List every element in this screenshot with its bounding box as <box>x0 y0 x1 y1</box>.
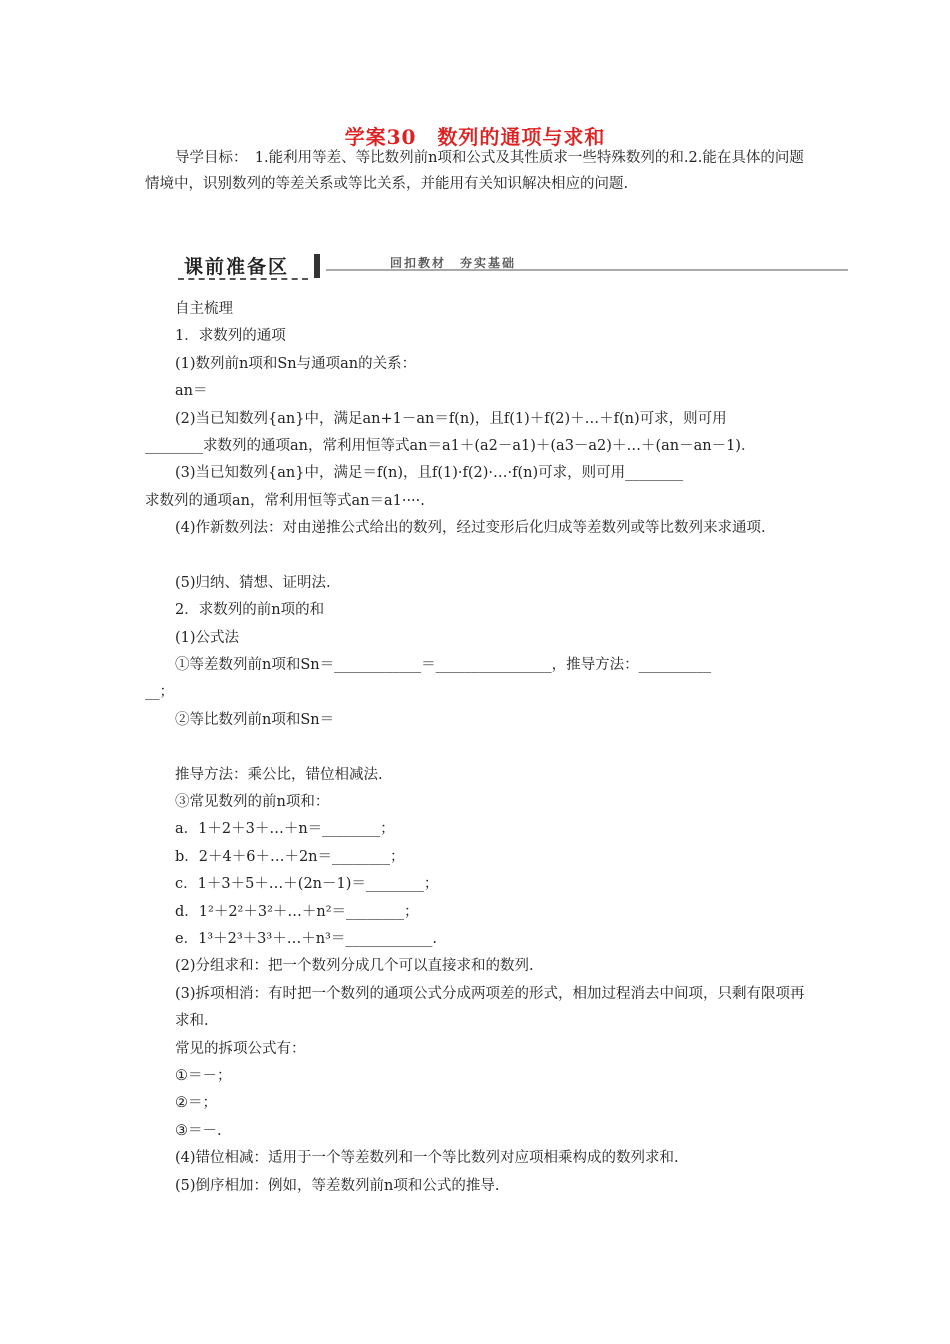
text-line: ________求数列的通项an，常利用恒等式an＝a1＋(a2－a1)＋(a3－a2)＋…＋(an－an－1)． <box>145 437 756 454</box>
document-body <box>145 296 810 1200</box>
list-item: a．1＋2＋3＋…＋n＝________； <box>175 821 395 838</box>
section-bracket <box>314 254 320 278</box>
learning-objectives: 导学目标： 1.能利用等差、等比数列前n项和公式及其性质求一些特殊数列的和.2.能在具体的问题情境中，识别数列的等差关系或等比关系，并能用有关知识解决相应的问题. <box>145 150 804 192</box>
list-item: c．1＋3＋5＋…＋(2n－1)＝________； <box>175 876 439 893</box>
text-line: __； <box>145 684 174 701</box>
section-label: 课前准备区 <box>184 256 290 278</box>
text-line: (3)当已知数列{an}中，满足＝f(n)，且f(1)·f(2)·…·f(n)可求，则可用________ <box>175 465 684 482</box>
text-paragraph: (4)作新数列法：对由递推公式给出的数列，经过变形后化归成等差数列或等比数列来求通项. <box>175 520 766 537</box>
formula-gap <box>145 734 810 761</box>
text-line: ②等比数列前n项和Sn＝ <box>175 711 335 728</box>
heading-self-review: 自主梳理 <box>175 301 233 317</box>
list-item: b．2＋4＋6＋…＋2n＝________； <box>175 848 405 865</box>
text-line: 推导方法：乘公比，错位相减法. <box>175 766 383 783</box>
formula-line: an＝ <box>175 383 208 400</box>
list-item: ②＝； <box>175 1095 217 1112</box>
list-item: d．1²＋2²＋3²＋…＋n²＝________； <box>175 903 419 920</box>
text-line: ③常见数列的前n项和： <box>175 794 330 811</box>
section-underline <box>178 278 308 280</box>
text-line: (1)公式法 <box>175 629 240 646</box>
text-line: 常见的拆项公式有： <box>175 1040 306 1057</box>
heading-sum: 2．求数列的前n项的和 <box>175 602 325 619</box>
text-paragraph: (3)拆项相消：有时把一个数列的通项公式分成两项差的形式，相加过程消去中间项，只剩有限项再求和. <box>175 985 805 1030</box>
section-subtitle: 回扣教材 夯实基础 <box>390 256 517 270</box>
text-line: (4)错位相减：适用于一个等差数列和一个等比数列对应项相乘构成的数列求和. <box>175 1150 679 1167</box>
text-line: (5)归纳、猜想、证明法. <box>175 574 331 591</box>
text-line: (2)分组求和：把一个数列分成几个可以直接求和的数列. <box>175 958 534 975</box>
text-line: (1)数列前n项和Sn与通项an的关系： <box>175 355 417 372</box>
list-item: ③＝－. <box>175 1122 222 1139</box>
text-line: (5)倒序相加：例如，等差数列前n项和公式的推导. <box>175 1177 500 1194</box>
text-line: 求数列的通项an，常利用恒等式an＝a1····. <box>145 492 425 509</box>
text-line: (2)当已知数列{an}中，满足an+1－an＝f(n)，且f(1)＋f(2)＋…＋f(n)可求，则可用 <box>175 410 727 427</box>
list-item: e．1³＋2³＋3³＋…＋n³＝____________. <box>175 931 437 947</box>
list-item: ①＝－； <box>175 1067 232 1084</box>
section-header <box>178 250 848 282</box>
heading-general-term: 1．求数列的通项 <box>175 328 286 345</box>
page-title: 学案30 数列的通项与求和 <box>344 125 606 149</box>
text-line: ①等差数列前n项和Sn＝____________＝________________，推导方法：__________ <box>175 657 712 674</box>
